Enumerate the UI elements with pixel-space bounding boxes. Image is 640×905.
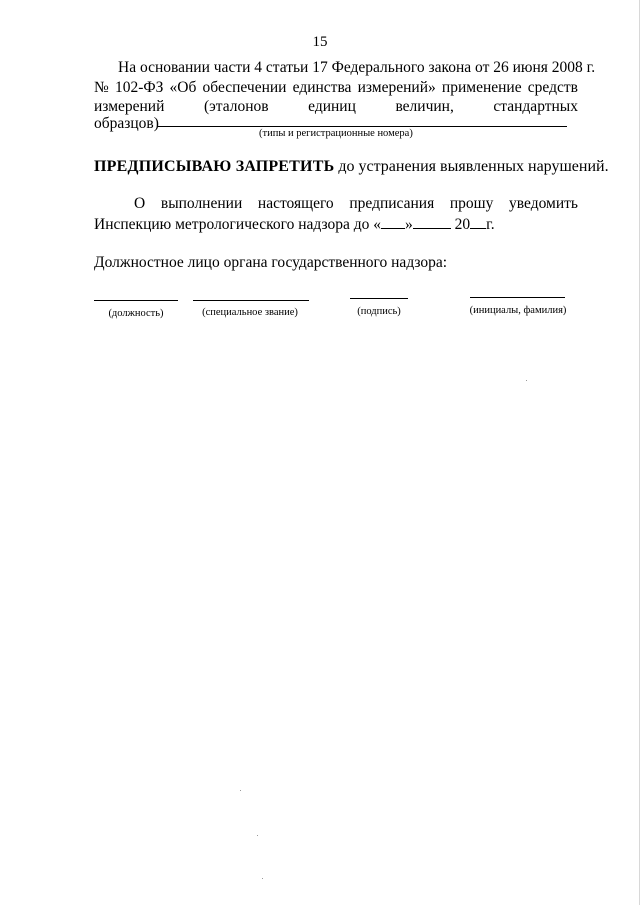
position-line	[94, 300, 178, 301]
word: единства	[292, 79, 352, 96]
word: измерений	[94, 98, 165, 115]
types-caption: (типы и регистрационные номера)	[259, 128, 413, 139]
scan-speck	[240, 790, 241, 791]
para1-line4	[94, 114, 159, 134]
word: стандартных	[493, 98, 578, 115]
year-prefix: 20	[450, 216, 471, 233]
word: №	[94, 79, 109, 96]
notify-text: Инспекцию метрологического надзора до «	[94, 216, 382, 233]
prescription-rest: до устранения выявленных нарушений.	[334, 158, 609, 175]
name-line	[470, 297, 565, 298]
prescription-line	[94, 157, 609, 177]
word: настоящего	[257, 195, 334, 212]
word: уведомить	[509, 195, 578, 212]
day-blank	[381, 214, 405, 229]
word: обеспечении	[202, 79, 287, 96]
word: «Об	[169, 79, 197, 96]
word: средств	[527, 79, 578, 96]
word: О	[134, 195, 146, 212]
page-number: 15	[312, 34, 328, 50]
prescription-bold: ПРЕДПИСЫВАЮ ЗАПРЕТИТЬ	[94, 158, 335, 175]
quote-close: »	[405, 216, 413, 233]
para1-line2	[94, 78, 578, 98]
word: единиц	[308, 98, 356, 115]
year-suffix: г.	[486, 216, 495, 233]
official-label: Должностное лицо органа государственного надзора:	[94, 254, 448, 271]
title-line	[193, 300, 309, 301]
para1-line1: На основании части 4 статьи 17 Федерального закона от 26 июня 2008 г.	[118, 59, 596, 76]
signature-caption: (подпись)	[357, 306, 401, 317]
scan-speck	[262, 878, 263, 879]
word: измерений»	[357, 79, 436, 96]
month-blank	[413, 214, 451, 229]
title-caption: (специальное звание)	[202, 307, 298, 318]
types-fill-line	[157, 126, 567, 127]
samples-label: образцов)	[94, 115, 159, 132]
word: 102-ФЗ	[114, 79, 164, 96]
name-caption: (инициалы, фамилия)	[469, 305, 567, 316]
word: предписания	[349, 195, 435, 212]
word: (эталонов	[203, 98, 269, 115]
para2-line2	[94, 214, 495, 235]
word: величин,	[395, 98, 454, 115]
word: прошу	[449, 195, 494, 212]
year-blank	[470, 214, 486, 229]
para2-line1	[134, 194, 578, 214]
word: применение	[441, 79, 522, 96]
word: выполнении	[160, 195, 243, 212]
scan-speck	[526, 380, 527, 381]
position-caption: (должность)	[108, 308, 164, 319]
scan-speck	[257, 835, 258, 836]
para1-line3	[94, 97, 578, 117]
signature-line	[350, 298, 408, 299]
